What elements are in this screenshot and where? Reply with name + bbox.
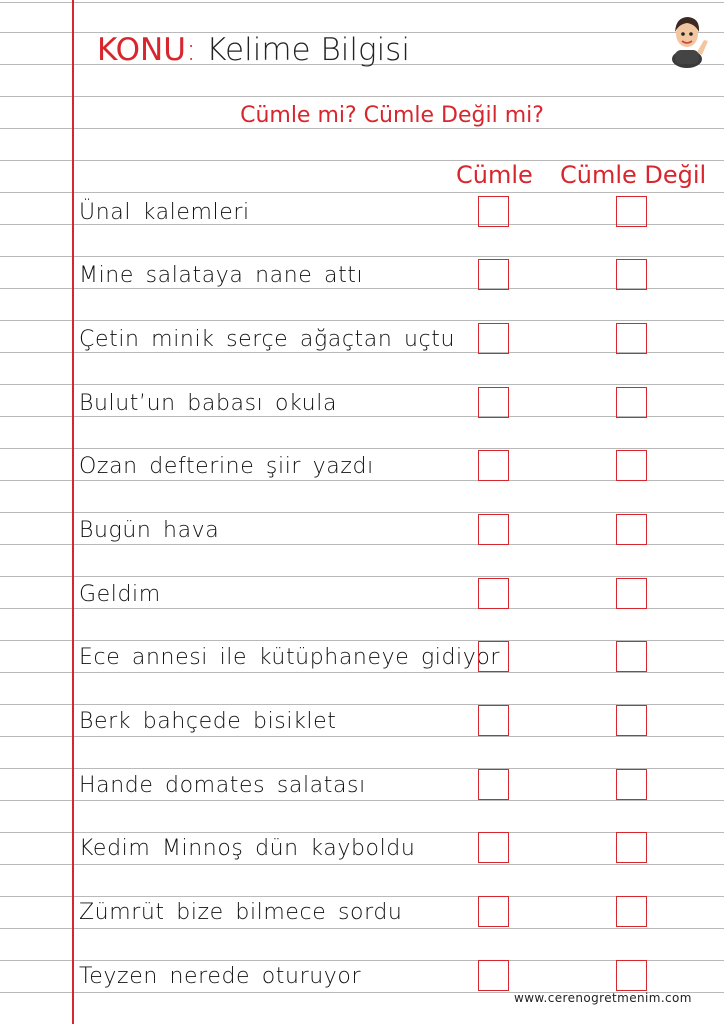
sentence-checkbox[interactable] (478, 769, 509, 800)
website-link[interactable]: www.cerenogretmenim.com (514, 991, 692, 1005)
sentence-checkbox[interactable] (478, 196, 509, 227)
ruled-line (0, 576, 724, 577)
topic-label: Kelime Bilgisi (206, 32, 410, 68)
konu-label: KONU (97, 32, 186, 68)
item-text: Bulut’un babası okula (79, 391, 338, 416)
item-text: Ünal kalemleri (79, 200, 250, 225)
sentence-checkbox[interactable] (478, 705, 509, 736)
sentence-checkbox[interactable] (478, 450, 509, 481)
not-sentence-checkbox[interactable] (616, 578, 647, 609)
not-sentence-checkbox[interactable] (616, 896, 647, 927)
list-item (0, 450, 724, 490)
ruled-line (0, 448, 724, 449)
item-text: Ozan defterine şiir yazdı (79, 454, 374, 479)
sentence-checkbox[interactable] (478, 387, 509, 418)
list-item (0, 323, 724, 363)
sentence-checkbox[interactable] (478, 323, 509, 354)
item-text: Bugün hava (79, 518, 220, 543)
ruled-line (0, 128, 724, 129)
not-sentence-checkbox[interactable] (616, 196, 647, 227)
title-separator: : (185, 32, 197, 68)
not-sentence-checkbox[interactable] (616, 960, 647, 991)
ruled-line (0, 192, 724, 193)
item-text: Ece annesi ile kütüphaneye gidiyor (79, 645, 501, 670)
ruled-line (0, 320, 724, 321)
ruled-line (0, 96, 724, 97)
not-sentence-checkbox[interactable] (616, 323, 647, 354)
item-text: Hande domates salatası (79, 773, 366, 798)
list-item (0, 769, 724, 809)
sentence-checkbox[interactable] (478, 896, 509, 927)
page-title (97, 30, 410, 70)
list-item (0, 705, 724, 745)
sentence-checkbox[interactable] (478, 259, 509, 290)
list-item (0, 196, 724, 236)
ruled-line (0, 512, 724, 513)
list-item (0, 641, 724, 681)
not-sentence-checkbox[interactable] (616, 705, 647, 736)
column-header-sentence: Cümle (456, 161, 533, 189)
list-item (0, 514, 724, 554)
not-sentence-checkbox[interactable] (616, 259, 647, 290)
ruled-line (0, 2, 724, 3)
sentence-checkbox[interactable] (478, 514, 509, 545)
list-item (0, 387, 724, 427)
not-sentence-checkbox[interactable] (616, 514, 647, 545)
sentence-checkbox[interactable] (478, 832, 509, 863)
sentence-checkbox[interactable] (478, 578, 509, 609)
list-item (0, 896, 724, 936)
worksheet-subtitle: Cümle mi? Cümle Değil mi? (240, 103, 544, 128)
not-sentence-checkbox[interactable] (616, 641, 647, 672)
list-item (0, 832, 724, 872)
not-sentence-checkbox[interactable] (616, 387, 647, 418)
not-sentence-checkbox[interactable] (616, 769, 647, 800)
item-text: Mine salataya nane attı (79, 263, 364, 288)
item-text: Zümrüt bize bilmece sordu (79, 900, 403, 925)
item-text: Berk bahçede bisiklet (79, 709, 337, 734)
sentence-checkbox[interactable] (478, 960, 509, 991)
sentence-checkbox[interactable] (478, 641, 509, 672)
cartoon-teacher-avatar-icon (664, 10, 710, 68)
item-text: Teyzen nerede oturuyor (79, 964, 362, 989)
not-sentence-checkbox[interactable] (616, 450, 647, 481)
list-item (0, 259, 724, 299)
item-text: Kedim Minnoş dün kayboldu (79, 836, 416, 861)
item-text: Geldim (79, 582, 161, 607)
ruled-line (0, 256, 724, 257)
ruled-line (0, 384, 724, 385)
not-sentence-checkbox[interactable] (616, 832, 647, 863)
item-text: Çetin minik serçe ağaçtan uçtu (79, 327, 455, 352)
list-item (0, 578, 724, 618)
column-header-not-sentence: Cümle Değil (560, 161, 707, 189)
